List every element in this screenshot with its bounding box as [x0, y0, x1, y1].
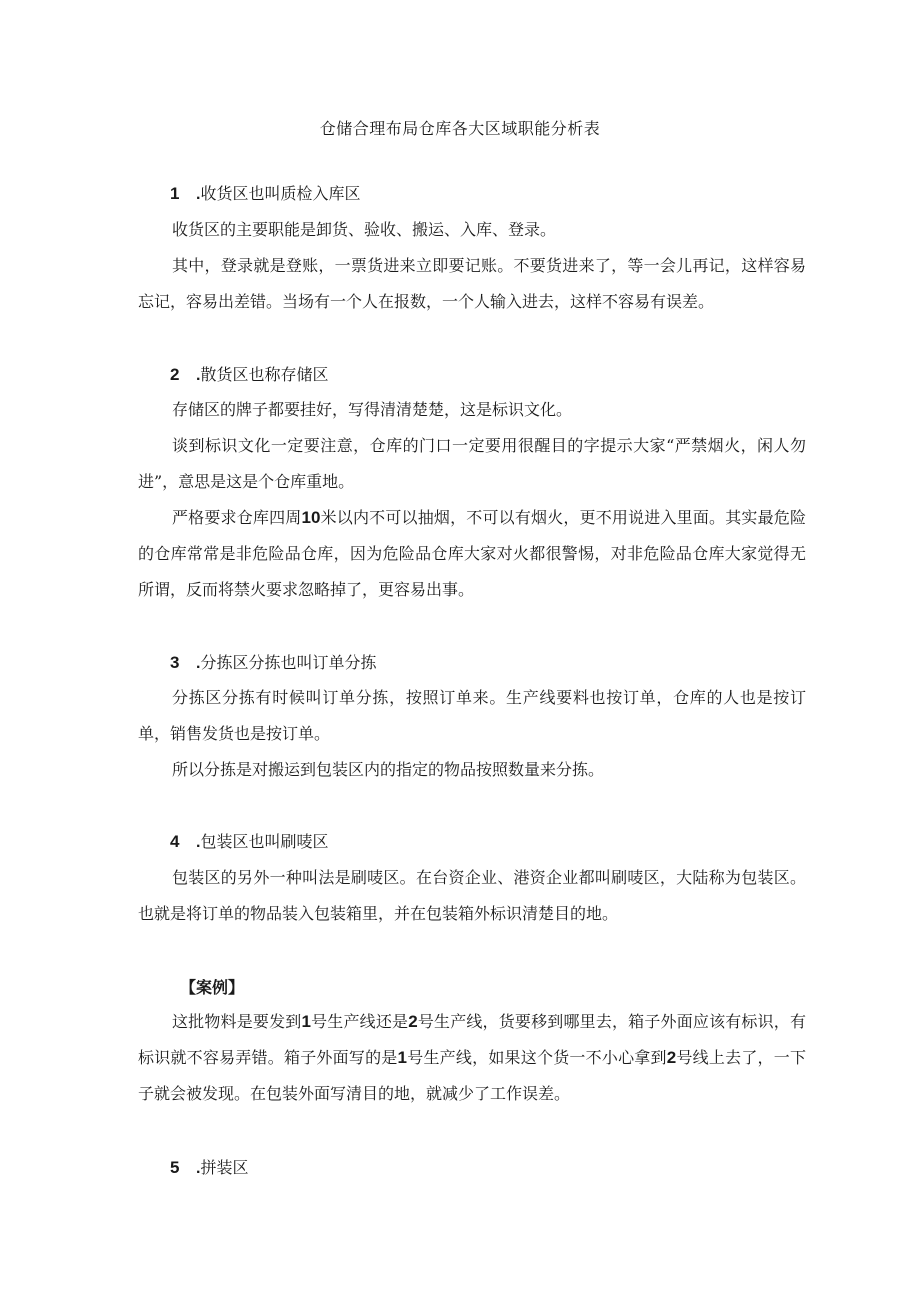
paragraph: 包装区的另外一种叫法是刷唛区。在台资企业、港资企业都叫刷唛区，大陆称为包装区。也就是将订单的物品装入包装箱里，并在包装箱外标识清楚目的地。: [138, 868, 806, 923]
section-title: 拼装区: [200, 1158, 249, 1177]
section-4-heading: 4 .包装区也叫刷唛区: [170, 830, 328, 855]
section-1-body: [138, 212, 806, 320]
section-number: 2: [170, 365, 180, 384]
case-heading: 【案例】: [180, 978, 245, 997]
paragraph: 分拣区分拣有时候叫订单分拣，按照订单来。生产线要料也按订单，仓库的人也是按订单，销售发货也是按订单。: [138, 688, 806, 743]
section-5-heading: 5 .拼装区: [170, 1156, 248, 1181]
paragraph: 严格要求仓库四周10米以内不可以抽烟，不可以有烟火，更不用说进入里面。其实最危险的仓库常常是非危险品仓库，因为危险品仓库大家对火都很警惕，对非危险品仓库大家觉得无所谓，反而将禁火要求忽略掉了，更容易出事。: [138, 508, 806, 599]
section-number: 5: [170, 1158, 180, 1177]
paragraph: 其中，登录就是登账，一票货进来立即要记账。不要货进来了，等一会儿再记，这样容易忘记，容易出差错。当场有一个人在报数，一个人输入进去，这样不容易有误差。: [138, 256, 806, 311]
section-2-heading: 2 .散货区也称存储区: [170, 363, 328, 388]
section-title: 收货区也叫质检入库区: [200, 184, 361, 203]
section-3-body: [138, 680, 806, 788]
paragraph: 谈到标识文化一定要注意，仓库的门口一定要用很醒目的字提示大家“严禁烟火，闲人勿进”，意思是这是个仓库重地。: [138, 436, 806, 491]
section-3-heading: 3 .分拣区分拣也叫订单分拣: [170, 651, 376, 676]
section-title: 散货区也称存储区: [200, 365, 329, 384]
paragraph: 所以分拣是对搬运到包装区内的指定的物品按照数量来分拣。: [172, 760, 605, 779]
section-title: 分拣区分拣也叫订单分拣: [200, 653, 377, 672]
paragraph: 存储区的牌子都要挂好，写得清清楚楚，这是标识文化。: [172, 400, 573, 419]
section-1-heading: 1 .收货区也叫质检入库区: [170, 182, 360, 207]
case-body: [138, 1004, 806, 1112]
section-number: 4: [170, 832, 180, 851]
section-number: 1: [170, 184, 180, 203]
section-number: 3: [170, 653, 180, 672]
paragraph: 这批物料是要发到1号生产线还是2号生产线，货要移到哪里去，箱子外面应该有标识，有标识就不容易弄错。箱子外面写的是1号生产线，如果这个货一不小心拿到2号线上去了，一下子就会被发现。在包装外面写清目的地，就减少了工作误差。: [138, 1012, 806, 1103]
document-title: 仓储合理布局仓库各大区域职能分析表: [319, 119, 601, 138]
section-2-body: [138, 392, 806, 608]
section-title: 包装区也叫刷唛区: [200, 832, 329, 851]
section-4-body: [138, 860, 806, 932]
paragraph: 收货区的主要职能是卸货、验收、搬运、入库、登录。: [172, 220, 557, 239]
